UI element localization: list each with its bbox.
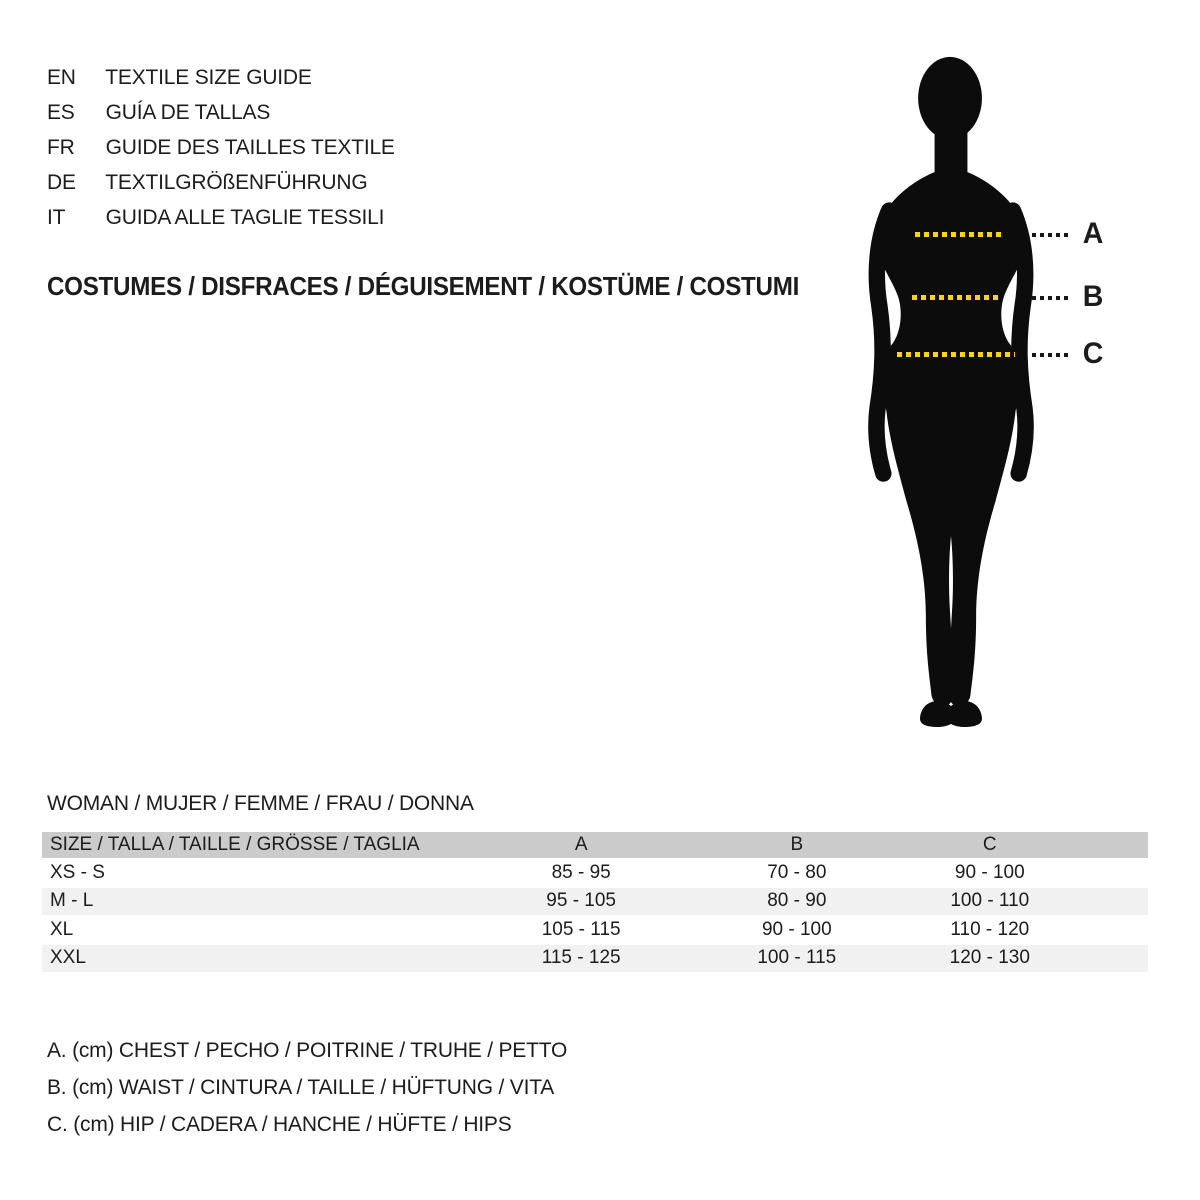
silhouette-left-leg: [885, 377, 953, 707]
language-code: ES: [47, 101, 75, 124]
language-title: GUIDE DES TAILLES TEXTILE: [105, 136, 395, 159]
hip-cell: 100 - 110: [950, 890, 1030, 912]
size-cell: XXL: [50, 947, 86, 969]
category-title: COSTUMES / DISFRACES / DÉGUISEMENT / KOSTÜME / COSTUMI: [47, 271, 800, 301]
table-row: [42, 859, 1148, 888]
size-table: [42, 832, 1148, 973]
language-title: TEXTILGRÖßENFÜHRUNG: [105, 171, 368, 194]
table-row: [42, 888, 1148, 917]
marker-label-b: B: [1082, 280, 1104, 313]
chest-measure-dash: [915, 232, 1005, 237]
language-row-fr: [47, 130, 395, 165]
waist-leader-dots: [1032, 296, 1072, 300]
language-title: GUIDA ALLE TAGLIE TESSILI: [105, 206, 385, 229]
language-code: IT: [47, 206, 66, 229]
legend-hip: C. (cm) HIP / CADERA / HANCHE / HÜFTE / HIPS: [47, 1113, 512, 1136]
table-header-size: SIZE / TALLA / TAILLE / GRÖSSE / TAGLIA: [50, 834, 420, 855]
silhouette-head: [918, 57, 982, 140]
chest-cell: 115 - 125: [541, 947, 621, 969]
table-header-c: C: [982, 834, 997, 855]
legend-waist: B. (cm) WAIST / CINTURA / TAILLE / HÜFTUNG / VITA: [47, 1076, 555, 1099]
language-code: DE: [47, 171, 76, 194]
marker-label-c: C: [1082, 337, 1104, 370]
hip-cell: 110 - 120: [950, 918, 1030, 940]
hip-cell: 120 - 130: [949, 947, 1030, 969]
table-header-b: B: [790, 834, 804, 855]
size-cell: XL: [50, 918, 74, 940]
language-row-it: [47, 200, 395, 235]
waist-cell: 90 - 100: [761, 918, 832, 940]
hip-measure-dash: [897, 352, 1015, 357]
woman-silhouette-shapes: [876, 57, 1025, 727]
waist-measure-dash: [912, 295, 1000, 300]
table-row: [42, 945, 1148, 974]
language-row-es: [47, 95, 395, 130]
marker-label-a: A: [1082, 217, 1104, 250]
hip-leader-dots: [1032, 353, 1072, 357]
language-title: TEXTILE SIZE GUIDE: [105, 66, 312, 89]
waist-cell: 80 - 90: [767, 890, 827, 912]
language-code: EN: [47, 66, 76, 89]
section-title-woman: WOMAN / MUJER / FEMME / FRAU / DONNA: [47, 792, 474, 815]
chest-leader-dots: [1032, 233, 1072, 237]
chest-cell: 105 - 115: [541, 918, 621, 940]
language-list: [47, 60, 395, 235]
silhouette-right-leg: [949, 377, 1017, 707]
language-title: GUÍA DE TALLAS: [105, 101, 271, 124]
woman-silhouette: [835, 55, 1067, 727]
silhouette-right-foot: [946, 701, 982, 727]
table-header-row: [42, 832, 1148, 859]
chest-cell: 95 - 105: [546, 890, 617, 912]
table-header-a: A: [574, 834, 588, 855]
language-row-de: [47, 165, 395, 200]
waist-cell: 70 - 80: [767, 861, 827, 883]
size-cell: XS - S: [50, 861, 105, 883]
measurement-legend: [47, 1032, 567, 1143]
size-cell: M - L: [50, 890, 94, 912]
chest-cell: 85 - 95: [551, 861, 611, 883]
waist-cell: 100 - 115: [757, 947, 837, 969]
hip-cell: 90 - 100: [954, 861, 1025, 883]
language-row-en: [47, 60, 395, 95]
legend-chest: A. (cm) CHEST / PECHO / POITRINE / TRUHE / PETTO: [47, 1039, 568, 1062]
table-row: [42, 916, 1148, 945]
language-code: FR: [47, 136, 75, 159]
